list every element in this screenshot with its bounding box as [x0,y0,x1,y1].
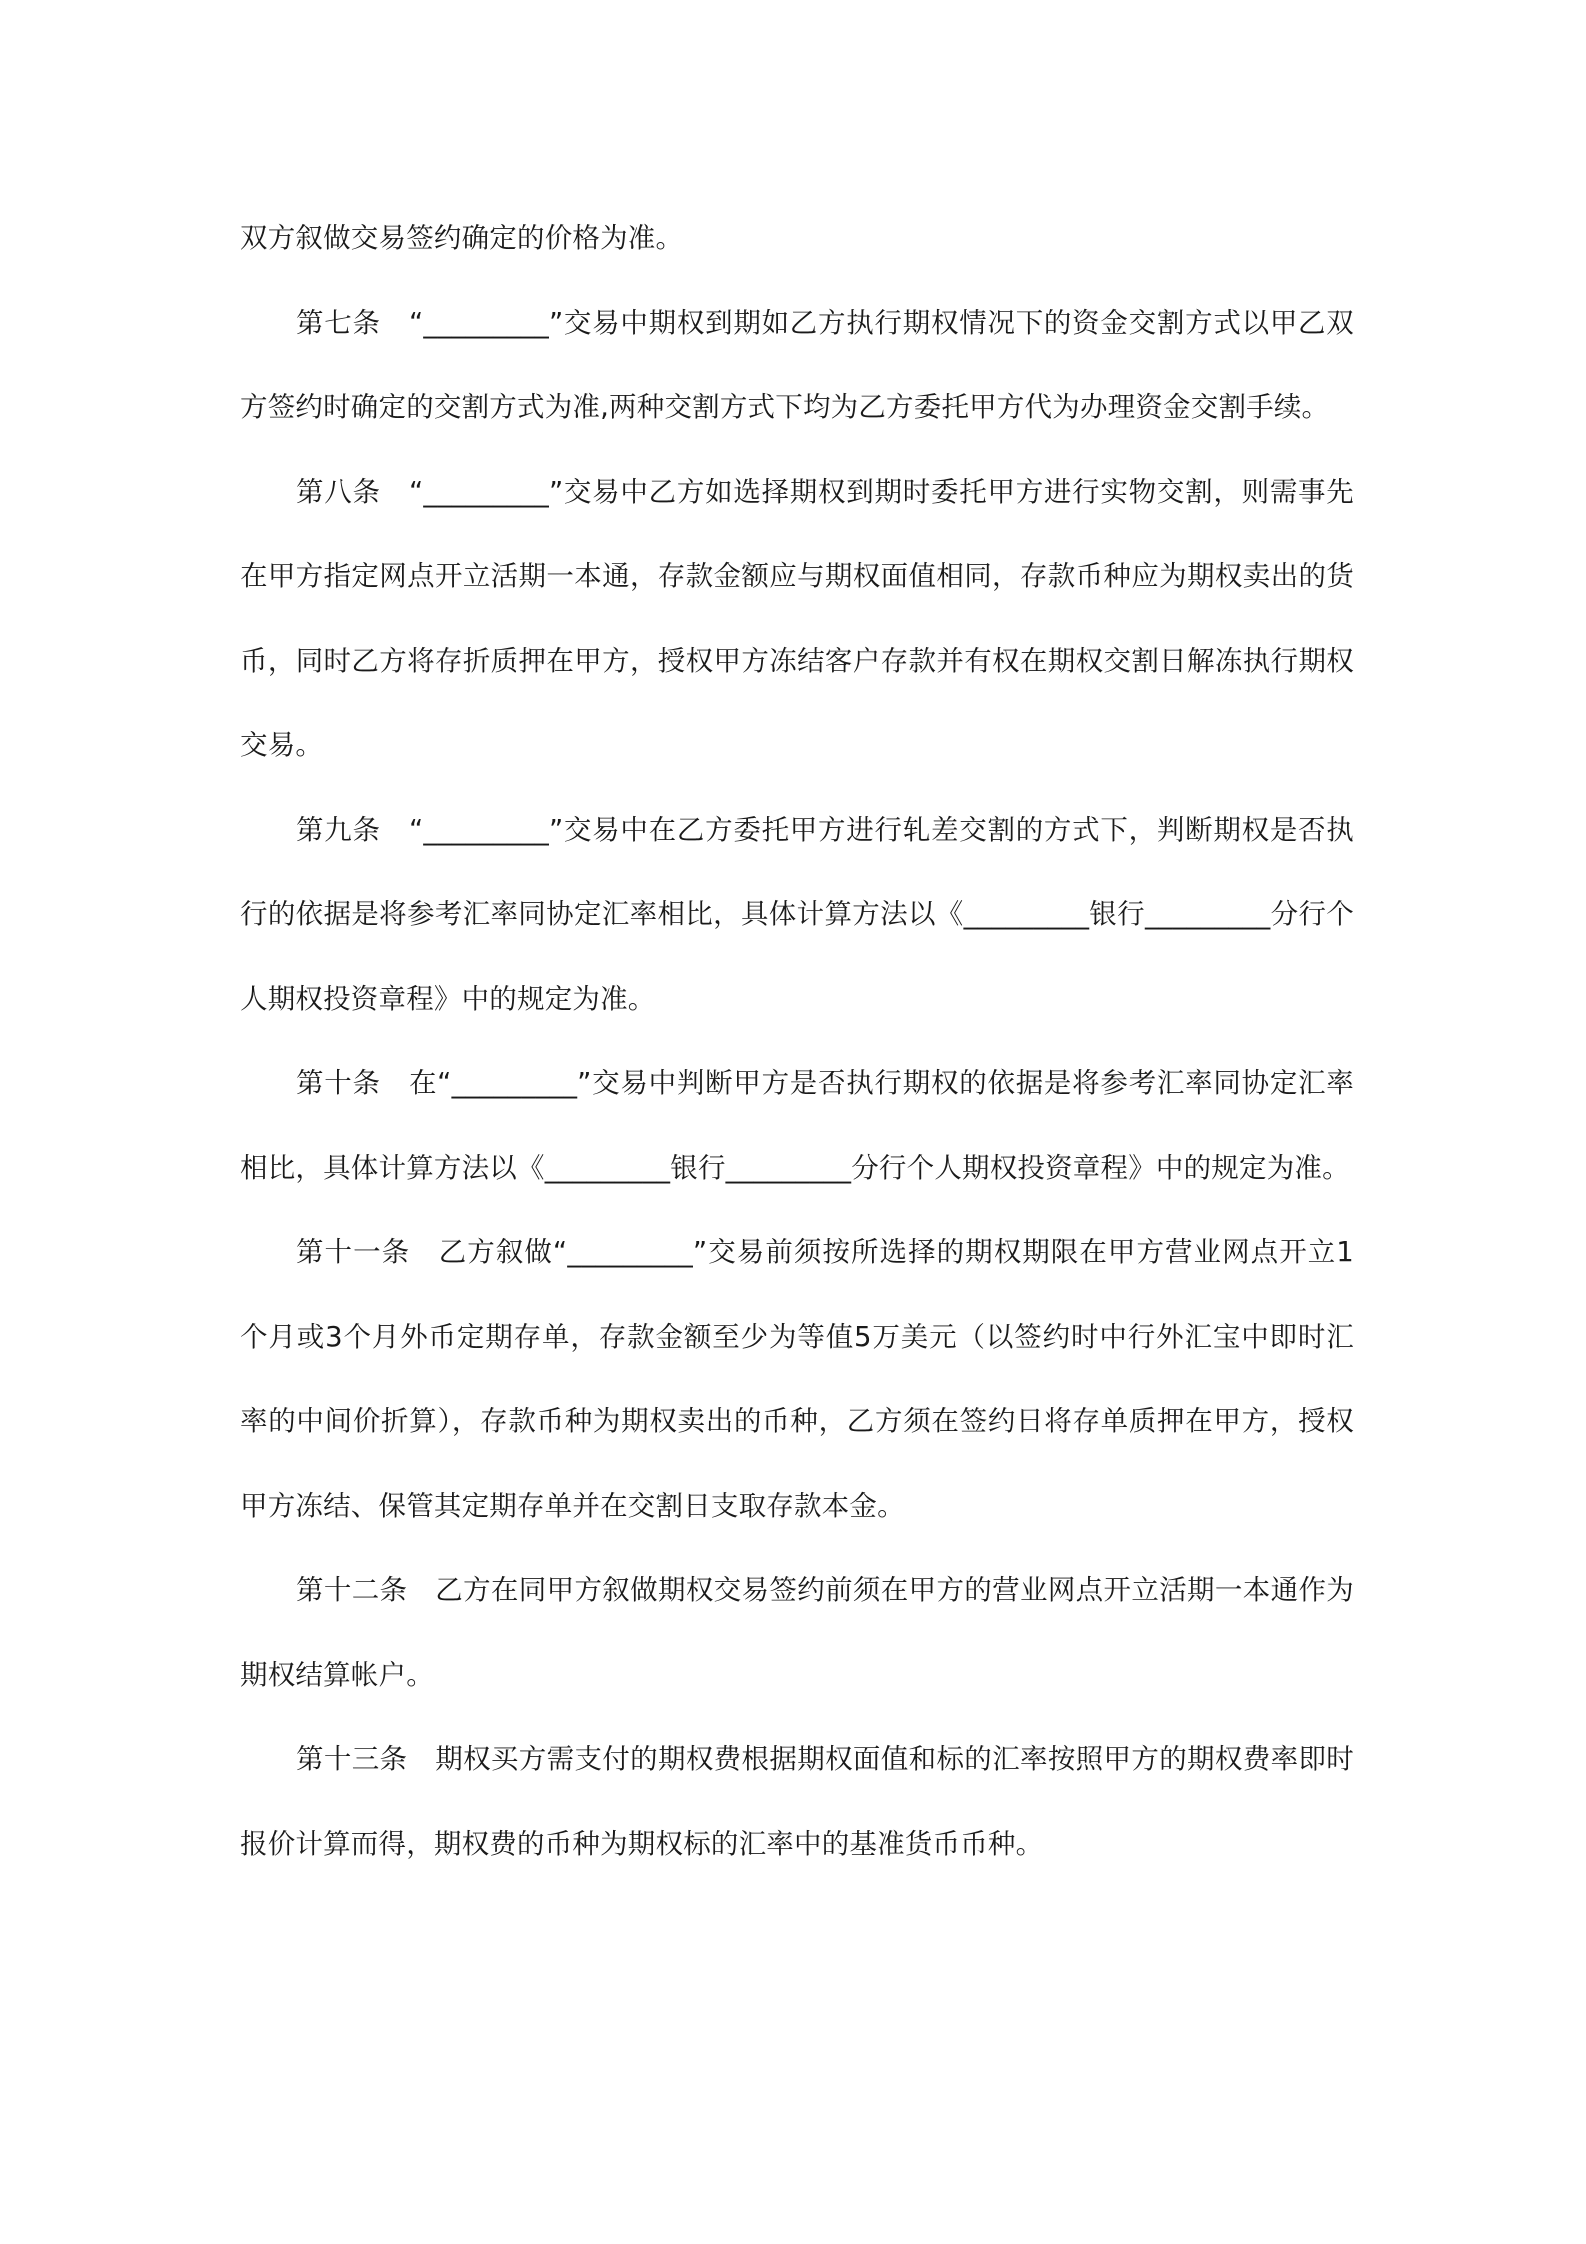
paragraph-article-7: 第七条 “_________”交易中期权到期如乙方执行期权情况下的资金交割方式以甲乙双方签约时确定的交割方式为准,两种交割方式下均为乙方委托甲方代为办理资金交割手续。 [240,306,1354,423]
paragraph-article-9: 第九条 “_________”交易中在乙方委托甲方进行轧差交割的方式下，判断期权是否执行的依据是将参考汇率同协定汇率相比，具体计算方法以《_________银行_________分行个人期权投资章程》中的规定为准。 [240,813,1354,1015]
paragraph-article-8: 第八条 “_________”交易中乙方如选择期权到期时委托甲方进行实物交割，则需事先在甲方指定网点开立活期一本通，存款金额应与期权面值相同，存款币种应为期权卖出的货币，同时乙方将存折质押在甲方，授权甲方冻结客户存款并有权在期权交割日解冻执行期权交易。 [240,475,1354,761]
paragraph-continuation: 双方叙做交易签约确定的价格为准。 [240,222,684,254]
paragraph-article-13: 第十三条 期权买方需支付的期权费根据期权面值和标的汇率按照甲方的期权费率即时报价计算而得，期权费的币种为期权标的汇率中的基准货币币种。 [240,1743,1354,1860]
document-body [240,196,1354,1886]
paragraph-article-10: 第十条 在“_________”交易中判断甲方是否执行期权的依据是将参考汇率同协定汇率相比，具体计算方法以《_________银行_________分行个人期权投资章程》中的规定为准。 [240,1067,1354,1184]
paragraph-article-12: 第十二条 乙方在同甲方叙做期权交易签约前须在甲方的营业网点开立活期一本通作为期权结算帐户。 [240,1574,1354,1691]
paragraph-article-11: 第十一条 乙方叙做“_________”交易前须按所选择的期权期限在甲方营业网点开立1个月或3个月外币定期存单，存款金额至少为等值5万美元（以签约时中行外汇宝中即时汇率的中间价折算），存款币种为期权卖出的币种，乙方须在签约日将存单质押在甲方，授权甲方冻结、保管其定期存单并在交割日支取存款本金。 [240,1236,1354,1522]
